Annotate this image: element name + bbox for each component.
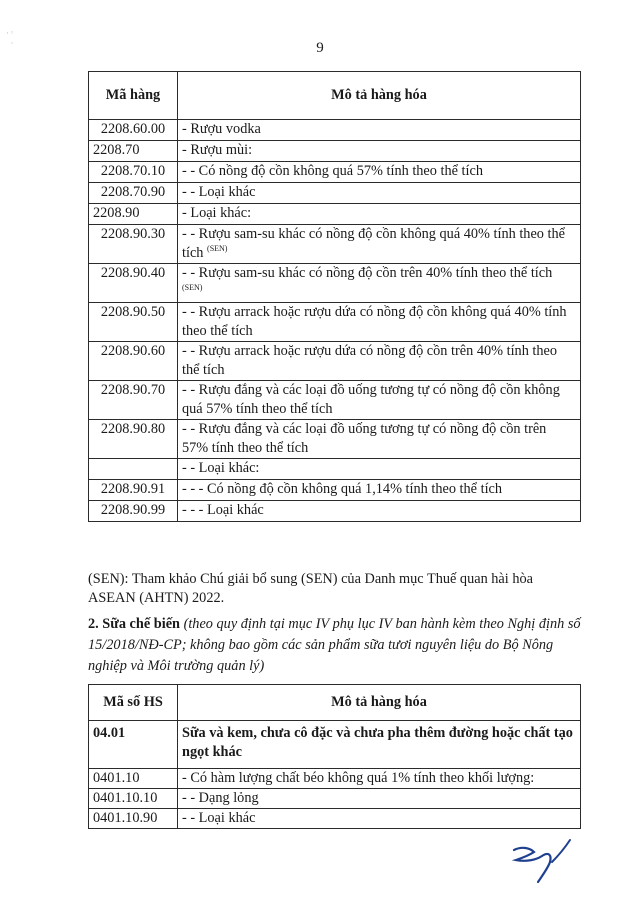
cell-code: 2208.70 xyxy=(89,141,178,162)
section-heading xyxy=(88,614,583,677)
description-text: - - Rượu arrack hoặc rượu dứa có nồng độ cồn không quá 40% tính theo thể tích xyxy=(182,304,567,339)
table-row xyxy=(89,769,581,789)
cell-description xyxy=(178,162,581,183)
cell-code: 2208.70.90 xyxy=(89,183,178,204)
cell-description xyxy=(178,225,581,264)
table-row xyxy=(89,381,581,420)
cell-code: 2208.90.99 xyxy=(89,501,178,522)
cell-code: 2208.90.91 xyxy=(89,480,178,501)
description-text: - - - Loại khác xyxy=(182,502,264,518)
scan-marks: · ᶦ · xyxy=(6,28,14,48)
table-row xyxy=(89,225,581,264)
table-row xyxy=(89,789,581,809)
cell-code: 2208.90 xyxy=(89,204,178,225)
description-text: - - - Có nồng độ cồn không quá 1,14% tính theo thể tích xyxy=(182,481,503,497)
table-row xyxy=(89,120,581,141)
goods-table-alcohol xyxy=(88,71,581,522)
cell-code: 2208.90.60 xyxy=(89,342,178,381)
table-row xyxy=(89,303,581,342)
table-row xyxy=(89,809,581,829)
table-row xyxy=(89,480,581,501)
header-description: Mô tả hàng hóa xyxy=(178,685,581,721)
cell-code xyxy=(89,459,178,480)
cell-description: Sữa và kem, chưa cô đặc và chưa pha thêm đường hoặc chất tạo ngọt khác xyxy=(178,721,581,769)
description-text: - - Rượu đắng và các loại đồ uống tương tự có nồng độ cồn trên 57% tính theo thể tích xyxy=(182,421,547,456)
description-text: - - Có nồng độ cồn không quá 57% tính theo thể tích xyxy=(182,163,483,179)
cell-code: 2208.90.30 xyxy=(89,225,178,264)
cell-description: - - Loại khác xyxy=(178,809,581,829)
description-text: - - Loại khác xyxy=(182,184,256,200)
cell-description xyxy=(178,120,581,141)
sen-footnote: (SEN): Tham khảo Chú giải bổ sung (SEN) của Danh mục Thuế quan hài hòa ASEAN (AHTN) 2022. xyxy=(88,571,533,606)
table-row xyxy=(89,420,581,459)
section-detail: (theo quy định tại mục IV phụ lục IV ban hành kèm theo Nghị định số 15/2018/NĐ-CP; không bao gồm các sản phẩm sữa tươi nguyên liệu do Bộ Nông nghiệp và Môi trường quản lý) xyxy=(88,616,581,674)
cell-description xyxy=(178,264,581,303)
table-header-row xyxy=(89,685,581,721)
cell-code: 2208.90.50 xyxy=(89,303,178,342)
cell-hs-code: 04.01 xyxy=(89,721,178,769)
cell-description xyxy=(178,459,581,480)
description-text: - Rượu vodka xyxy=(182,121,261,137)
cell-description xyxy=(178,420,581,459)
cell-description xyxy=(178,183,581,204)
table-row xyxy=(89,721,581,769)
table-header-row xyxy=(89,72,581,120)
page-number: 9 xyxy=(316,40,324,56)
description-text: - - Rượu arrack hoặc rượu dứa có nồng độ cồn trên 40% tính theo thể tích xyxy=(182,343,558,378)
cell-description xyxy=(178,204,581,225)
table-row xyxy=(89,264,581,303)
description-text: - - Loại khác: xyxy=(182,460,260,476)
table-row xyxy=(89,342,581,381)
header-hs-code: Mã số HS xyxy=(89,685,178,721)
header-code: Mã hàng xyxy=(89,72,178,120)
goods-table-milk xyxy=(88,684,581,829)
cell-description xyxy=(178,303,581,342)
cell-code: 2208.60.00 xyxy=(89,120,178,141)
description-text: - - Rượu đắng và các loại đồ uống tương tự có nồng độ cồn không quá 57% tính theo thể tích xyxy=(182,382,560,417)
table-row xyxy=(89,459,581,480)
cell-code: 2208.70.10 xyxy=(89,162,178,183)
cell-description xyxy=(178,342,581,381)
table-row xyxy=(89,162,581,183)
cell-description: - - Dạng lỏng xyxy=(178,789,581,809)
table-row xyxy=(89,204,581,225)
table-body xyxy=(89,721,581,829)
cell-hs-code: 0401.10 xyxy=(89,769,178,789)
cell-description xyxy=(178,501,581,522)
description-text: - - Rượu sam-su khác có nồng độ cồn không quá 40% tính theo thể tích xyxy=(182,226,565,261)
cell-description xyxy=(178,480,581,501)
cell-description xyxy=(178,141,581,162)
cell-code: 2208.90.80 xyxy=(89,420,178,459)
table-body xyxy=(89,120,581,522)
description-text: - Loại khác: xyxy=(182,205,252,221)
cell-description: - Có hàm lượng chất béo không quá 1% tính theo khối lượng: xyxy=(178,769,581,789)
table-row xyxy=(89,183,581,204)
description-text: - - Rượu sam-su khác có nồng độ cồn trên 40% tính theo thể tích xyxy=(182,265,553,281)
handwritten-signature xyxy=(508,836,578,891)
cell-code: 2208.90.70 xyxy=(89,381,178,420)
table-row xyxy=(89,141,581,162)
cell-code: 2208.90.40 xyxy=(89,264,178,303)
sen-marker: (SEN) xyxy=(182,283,203,293)
cell-hs-code: 0401.10.90 xyxy=(89,809,178,829)
header-description: Mô tả hàng hóa xyxy=(178,72,581,120)
sen-marker: (SEN) xyxy=(207,244,228,254)
description-text: - Rượu mùi: xyxy=(182,142,253,158)
cell-hs-code: 0401.10.10 xyxy=(89,789,178,809)
table-row xyxy=(89,501,581,522)
cell-description xyxy=(178,381,581,420)
section-title: 2. Sữa chế biến xyxy=(88,616,180,632)
